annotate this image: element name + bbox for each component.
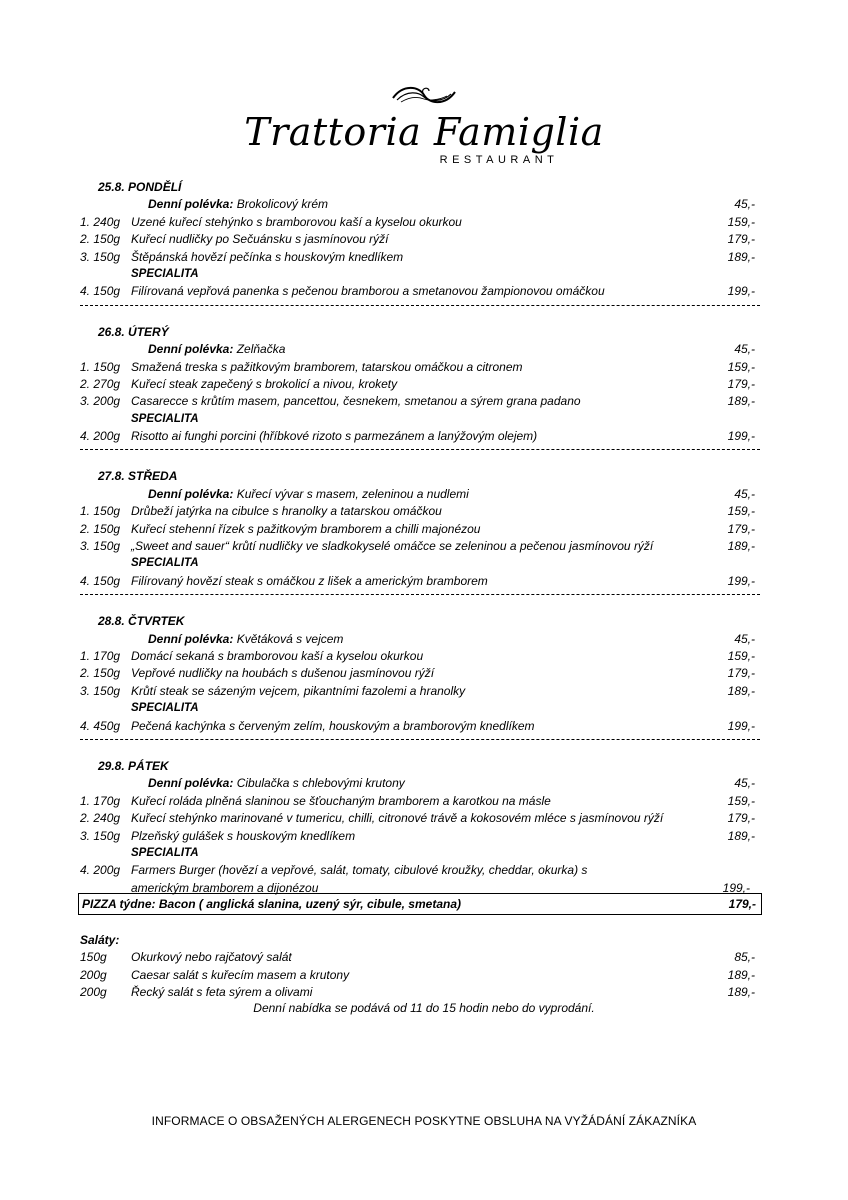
item-weight: 150g — [93, 521, 121, 536]
dish-price: 199,- — [727, 573, 755, 588]
day-divider — [80, 594, 760, 603]
salad-price: 85,- — [734, 950, 755, 965]
item-number: 4. — [80, 284, 91, 299]
serving-note: Denní nabídka se podává od 11 do 15 hodin nebo do vyprodání. — [253, 1001, 595, 1015]
dish-price: 189,- — [727, 249, 755, 264]
soup-name: Kuřecí vývar s masem, zeleninou a nudlemi — [236, 486, 469, 501]
dish-name: Domácí sekaná s bramborovou kaší a kyselou okurkou — [131, 648, 424, 663]
item-number: 4. — [80, 863, 91, 878]
specialita-label: SPECIALITA — [131, 557, 199, 570]
item-weight: 150g — [93, 573, 121, 588]
special-dish-row — [80, 283, 760, 300]
special-dish-row — [80, 573, 760, 590]
dish-row — [80, 393, 760, 410]
item-weight: 200g — [93, 429, 121, 444]
restaurant-logo — [0, 82, 848, 166]
item-number-weight — [80, 862, 120, 879]
dish-name-continued: americkým bramborem a dijonézou — [131, 880, 319, 895]
salad-name: Caesar salát s kuřecím masem a krutony — [131, 967, 350, 982]
soup-label: Denní polévka: — [148, 342, 234, 357]
day-section — [80, 468, 760, 603]
day-section — [80, 758, 760, 897]
soup-row — [80, 196, 760, 213]
item-weight: 150g — [93, 828, 121, 843]
dish-price: 199,- — [727, 718, 755, 733]
dish-row — [80, 214, 760, 231]
dish-price: 159,- — [727, 359, 755, 374]
item-number-weight — [80, 665, 120, 682]
dish-price: 179,- — [727, 811, 755, 826]
restaurant-name: Trattoria Famiglia — [244, 110, 604, 154]
dish-name: Farmers Burger (hovězí a vepřové, salát, tomaty, cibulové kroužky, cheddar, okurka) s — [131, 863, 588, 878]
dish-name: Smažená treska s pažitkovým bramborem, tatarskou omáčkou a citronem — [131, 359, 523, 374]
item-number: 2. — [80, 666, 91, 681]
dish-price: 159,- — [727, 793, 755, 808]
item-number-weight — [80, 828, 120, 845]
soup-row — [80, 486, 760, 503]
item-number-weight — [80, 428, 120, 445]
dish-row — [80, 538, 760, 555]
dish-price: 199,- — [722, 880, 750, 895]
dish-price: 189,- — [727, 828, 755, 843]
item-number-weight — [80, 376, 120, 393]
day-divider — [80, 739, 760, 748]
specialita-label: SPECIALITA — [131, 846, 199, 859]
special-dish-row — [80, 718, 760, 735]
dish-row — [80, 810, 760, 827]
item-number: 2. — [80, 811, 91, 826]
dish-name: Kuřecí nudličky po Sečuánsku s jasmínovou rýží — [131, 232, 389, 247]
item-weight: 150g — [93, 232, 121, 247]
allergen-footer: INFORMACE O OBSAŽENÝCH ALERGENECH POSKYTNE OBSLUHA NA VYŽÁDÁNÍ ZÁKAZNÍKA — [151, 1114, 697, 1128]
specialita-label: SPECIALITA — [131, 267, 199, 280]
item-weight: 150g — [93, 539, 121, 554]
salad-name: Řecký salát s feta sýrem a olivami — [131, 985, 313, 1000]
item-number: 2. — [80, 232, 91, 247]
day-heading: 28.8. ČTVRTEK — [98, 614, 185, 629]
item-weight: 150g — [93, 249, 121, 264]
item-number: 4. — [80, 429, 91, 444]
soup-name: Zelňačka — [236, 342, 286, 357]
item-weight: 200g — [93, 863, 121, 878]
day-section — [80, 324, 760, 459]
day-divider — [80, 305, 760, 314]
dish-price: 179,- — [727, 521, 755, 536]
weekly-menu — [80, 179, 760, 897]
salads-section — [80, 932, 760, 1002]
salad-weight: 200g — [80, 967, 107, 982]
soup-row — [80, 775, 760, 792]
soup-price: 45,- — [734, 776, 755, 791]
dish-name: Kuřecí steak zapečený s brokolicí a nivou, krokety — [131, 376, 398, 391]
pizza-text: PIZZA týdne: Bacon ( anglická slanina, uzený sýr, cibule, smetana) — [82, 897, 461, 911]
pizza-price: 179,- — [728, 897, 756, 911]
item-number-weight — [80, 648, 120, 665]
day-divider — [80, 449, 760, 458]
dish-price: 189,- — [727, 394, 755, 409]
dish-name: „Sweet and sauer“ krůtí nudličky ve sladkokyselé omáčce se zeleninou a pečenou jasmínovou rýží — [131, 539, 654, 554]
item-number-weight — [80, 231, 120, 248]
dish-row — [80, 249, 760, 266]
day-section — [80, 179, 760, 314]
item-number-weight — [80, 521, 120, 538]
item-weight: 270g — [93, 376, 121, 391]
dish-price: 199,- — [727, 284, 755, 299]
dish-row — [80, 503, 760, 520]
dish-row — [80, 665, 760, 682]
item-weight: 240g — [93, 811, 121, 826]
item-number: 1. — [80, 793, 91, 808]
salad-row — [80, 967, 760, 984]
salad-weight: 200g — [80, 985, 107, 1000]
soup-row — [80, 341, 760, 358]
dish-row — [80, 648, 760, 665]
item-number-weight — [80, 538, 120, 555]
soup-label: Denní polévka: — [148, 197, 234, 212]
salad-name: Okurkový nebo rajčatový salát — [131, 950, 292, 965]
item-number: 1. — [80, 214, 91, 229]
item-number: 3. — [80, 249, 91, 264]
dish-name: Kuřecí stehýnko marinované v tumericu, chilli, citronové trávě a kokosovém mléce s jasmínovou rýží — [131, 811, 664, 826]
item-number-weight — [80, 810, 120, 827]
item-number: 3. — [80, 683, 91, 698]
special-dish-row — [80, 428, 760, 445]
item-number-weight — [80, 718, 120, 735]
item-number-weight — [80, 249, 120, 266]
item-weight: 200g — [93, 394, 121, 409]
item-number: 1. — [80, 504, 91, 519]
dish-row — [80, 683, 760, 700]
dish-name: Kuřecí roláda plněná slaninou se šťouchaným bramborem a karotkou na másle — [131, 793, 551, 808]
dish-price: 189,- — [727, 683, 755, 698]
day-heading: 29.8. PÁTEK — [98, 758, 169, 773]
item-number-weight — [80, 214, 120, 231]
dish-price: 159,- — [727, 504, 755, 519]
dish-name: Štěpánská hovězí pečínka s houskovým knedlíkem — [131, 249, 404, 264]
item-number-weight — [80, 793, 120, 810]
specialita-label: SPECIALITA — [131, 702, 199, 715]
item-number: 1. — [80, 648, 91, 663]
soup-label: Denní polévka: — [148, 631, 234, 646]
soup-price: 45,- — [734, 342, 755, 357]
dish-name: Vepřové nudličky na houbách s dušenou jasmínovou rýží — [131, 666, 435, 681]
soup-price: 45,- — [734, 631, 755, 646]
soup-name: Květáková s vejcem — [236, 631, 344, 646]
dish-price: 179,- — [727, 666, 755, 681]
soup-price: 45,- — [734, 197, 755, 212]
soup-label: Denní polévka: — [148, 776, 234, 791]
dish-row — [80, 376, 760, 393]
pizza-of-week — [78, 893, 762, 915]
flourish-ornament-icon — [389, 82, 459, 108]
dish-name: Uzené kuřecí stehýnko s bramborovou kaší a kyselou okurkou — [131, 214, 462, 229]
soup-label: Denní polévka: — [148, 486, 234, 501]
item-number-weight — [80, 503, 120, 520]
salad-weight: 150g — [80, 950, 107, 965]
salad-row — [80, 949, 760, 966]
special-dish-row — [80, 862, 760, 879]
item-number: 2. — [80, 376, 91, 391]
dish-row — [80, 359, 760, 376]
day-heading: 27.8. STŘEDA — [98, 469, 178, 484]
dish-price: 179,- — [727, 376, 755, 391]
dish-price: 199,- — [727, 429, 755, 444]
item-weight: 450g — [93, 718, 121, 733]
dish-name: Plzeňský gulášek s houskovým knedlíkem — [131, 828, 356, 843]
item-weight: 170g — [93, 793, 121, 808]
item-weight: 170g — [93, 648, 121, 663]
dish-price: 179,- — [727, 232, 755, 247]
dish-name: Krůtí steak se sázeným vejcem, pikantními fazolemi a hranolky — [131, 683, 466, 698]
day-section — [80, 613, 760, 748]
salads-title: Saláty: — [80, 933, 120, 947]
item-number-weight — [80, 683, 120, 700]
item-weight: 150g — [93, 666, 121, 681]
salad-price: 189,- — [727, 967, 755, 982]
item-number: 2. — [80, 521, 91, 536]
dish-row — [80, 231, 760, 248]
dish-price: 159,- — [727, 648, 755, 663]
item-weight: 150g — [93, 683, 121, 698]
dish-name: Casarecce s krůtím masem, pancettou, česnekem, smetanou a sýrem grana padano — [131, 394, 581, 409]
salad-row — [80, 984, 760, 1001]
item-number: 4. — [80, 573, 91, 588]
soup-name: Brokolicový krém — [236, 197, 329, 212]
item-number: 3. — [80, 394, 91, 409]
day-heading: 26.8. ÚTERÝ — [98, 324, 169, 339]
item-weight: 240g — [93, 214, 121, 229]
item-weight: 150g — [93, 284, 121, 299]
item-weight: 150g — [93, 504, 121, 519]
restaurant-subtitle: RESTAURANT — [439, 154, 559, 166]
dish-price: 159,- — [727, 214, 755, 229]
item-number: 4. — [80, 718, 91, 733]
dish-row — [80, 521, 760, 538]
dish-name: Kuřecí stehenní řízek s pažitkovým bramborem a chilli majonézou — [131, 521, 481, 536]
dish-name: Drůbeží jatýrka na cibulce s hranolky a tatarskou omáčkou — [131, 504, 442, 519]
day-heading: 25.8. PONDĚLÍ — [98, 180, 182, 194]
item-number-weight — [80, 573, 120, 590]
dish-name: Filírovaný hovězí steak s omáčkou z lišek a americkým bramborem — [131, 573, 488, 588]
dish-row — [80, 828, 760, 845]
item-number: 1. — [80, 359, 91, 374]
dish-name: Pečená kachýnka s červeným zelím, houskovým a bramborovým knedlíkem — [131, 718, 535, 733]
item-number: 3. — [80, 539, 91, 554]
item-number-weight — [80, 283, 120, 300]
soup-price: 45,- — [734, 486, 755, 501]
dish-price: 189,- — [727, 539, 755, 554]
item-number-weight — [80, 393, 120, 410]
dish-name: Filírovaná vepřová panenka s pečenou bramborou a smetanovou žampionovou omáčkou — [131, 284, 605, 299]
item-number: 3. — [80, 828, 91, 843]
soup-row — [80, 631, 760, 648]
soup-name: Cibulačka s chlebovými krutony — [236, 776, 405, 791]
item-weight: 150g — [93, 359, 121, 374]
specialita-label: SPECIALITA — [131, 412, 199, 425]
dish-row — [80, 793, 760, 810]
dish-name: Risotto ai funghi porcini (hříbkové rizoto s parmezánem a lanýžovým olejem) — [131, 429, 538, 444]
salad-price: 189,- — [727, 985, 755, 1000]
item-number-weight — [80, 359, 120, 376]
